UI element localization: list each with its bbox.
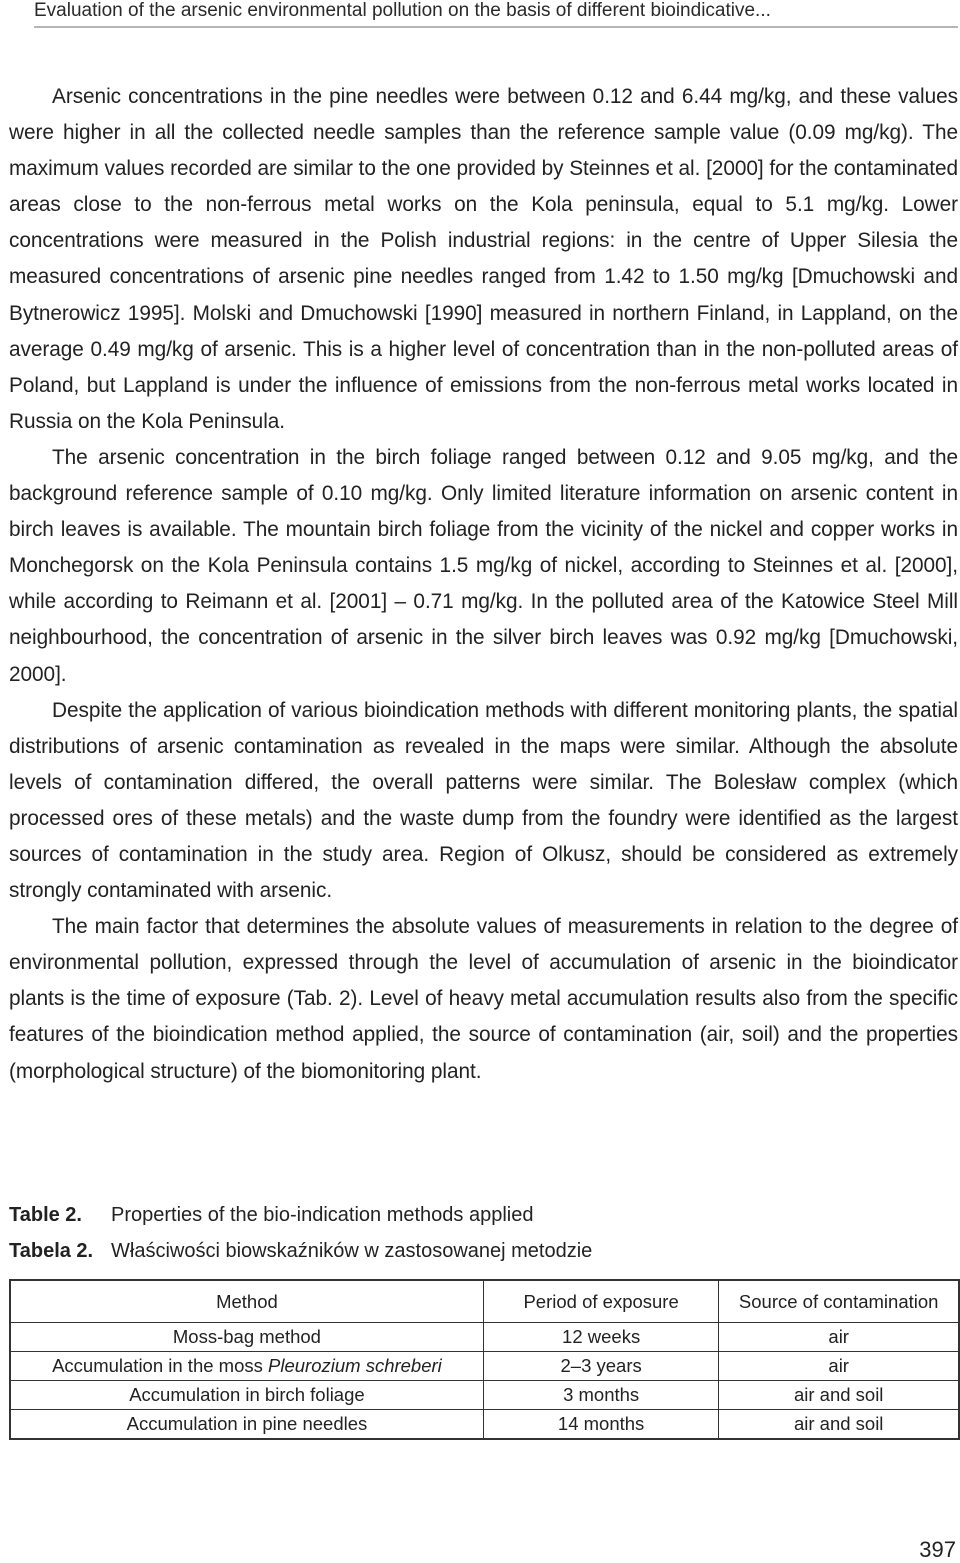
cell-period: 3 months <box>483 1381 719 1410</box>
cell-source: air and soil <box>719 1410 959 1440</box>
table-row <box>10 1410 959 1440</box>
table-header-row <box>10 1280 959 1323</box>
table-caption-label: Tabela 2. <box>9 1240 94 1262</box>
page-number: 397 <box>919 1537 956 1562</box>
table-row <box>10 1381 959 1410</box>
paragraph: Despite the application of various bioindication methods with different monitoring plants, the spatial distributions of arsenic contamination as revealed in the maps were similar. Although the absolute levels of contamination differed, the overall patterns were similar. The Bolesław complex (which processed ores of these metals) and the waste dump from the foundry were identified as the largest sources of contamination in the study area. Region of Olkusz, should be considered as extremely strongly contaminated with arsenic. <box>9 698 958 903</box>
cell-source: air and soil <box>719 1381 959 1410</box>
cell-method: Accumulation in pine needles <box>10 1410 483 1440</box>
article-body <box>9 79 958 1090</box>
cell-method: Accumulation in the moss Pleurozium schreberi <box>10 1352 483 1381</box>
table-caption-text: Properties of the bio-indication methods applied <box>111 1204 534 1226</box>
column-header-source: Source of contamination <box>719 1280 959 1323</box>
paragraph: Arsenic concentrations in the pine needles were between 0.12 and 6.44 mg/kg, and these values were higher in all the collected needle samples than the reference sample value (0.09 mg/kg). The maximum values recorded are similar to the one provided by Steinnes et al. [2000] for the contaminated areas close to the non-ferrous metal works on the Kola peninsula, equal to 5.1 mg/kg. Lower concentrations were measured in the Polish industrial regions: in the centre of Upper Silesia the measured concentrations of arsenic pine needles ranged from 1.42 to 1.50 mg/kg [Dmuchowski and Bytnerowicz 1995]. Molski and Dmuchowski [1990] measured in northern Finland, in Lappland, on the average 0.49 mg/kg of arsenic. This is a higher level of concentration than in the non-polluted areas of Poland, but Lappland is under the influence of emissions from the non-ferrous metal works located in Russia on the Kola Peninsula. <box>9 85 958 433</box>
table-row <box>10 1323 959 1352</box>
paragraph: The main factor that determines the absolute values of measurements in relation to the degree of environmental pollution, expressed through the level of accumulation of arsenic in the bioindicator plants is the time of exposure (Tab. 2). Level of heavy metal accumulation results also from the specific features of the bioindication method applied, the source of contamination (air, soil) and the properties (morphological structure) of the biomonitoring plant. <box>9 915 958 1083</box>
cell-source: air <box>719 1352 959 1381</box>
table-caption-label: Table 2. <box>9 1204 82 1226</box>
cell-source: air <box>719 1323 959 1352</box>
cell-period: 14 months <box>483 1410 719 1440</box>
table-caption-text: Właściwości biowskaźników w zastosowanej metodzie <box>111 1240 593 1262</box>
properties-table <box>9 1279 960 1440</box>
table-caption-en <box>9 1203 533 1227</box>
cell-period: 2–3 years <box>483 1352 719 1381</box>
column-header-method: Method <box>10 1280 483 1323</box>
column-header-period: Period of exposure <box>483 1280 719 1323</box>
table-row <box>10 1352 959 1381</box>
cell-method: Accumulation in birch foliage <box>10 1381 483 1410</box>
cell-method: Moss-bag method <box>10 1323 483 1352</box>
cell-period: 12 weeks <box>483 1323 719 1352</box>
paragraph: The arsenic concentration in the birch foliage ranged between 0.12 and 9.05 mg/kg, and the background reference sample of 0.10 mg/kg. Only limited literature information on arsenic content in birch leaves is available. The mountain birch foliage from the vicinity of the nickel and copper works in Monchegorsk on the Kola Peninsula contains 1.5 mg/kg of nickel, according to Steinnes et al. [2000], while according to Reimann et al. [2001] – 0.71 mg/kg. In the polluted area of the Katowice Steel Mill neighbourhood, the concentration of arsenic in the silver birch leaves was 0.92 mg/kg [Dmuchowski, 2000]. <box>9 445 958 686</box>
table-caption-pl <box>9 1239 592 1263</box>
running-header: Evaluation of the arsenic environmental pollution on the basis of different bioindicative... <box>34 0 958 28</box>
